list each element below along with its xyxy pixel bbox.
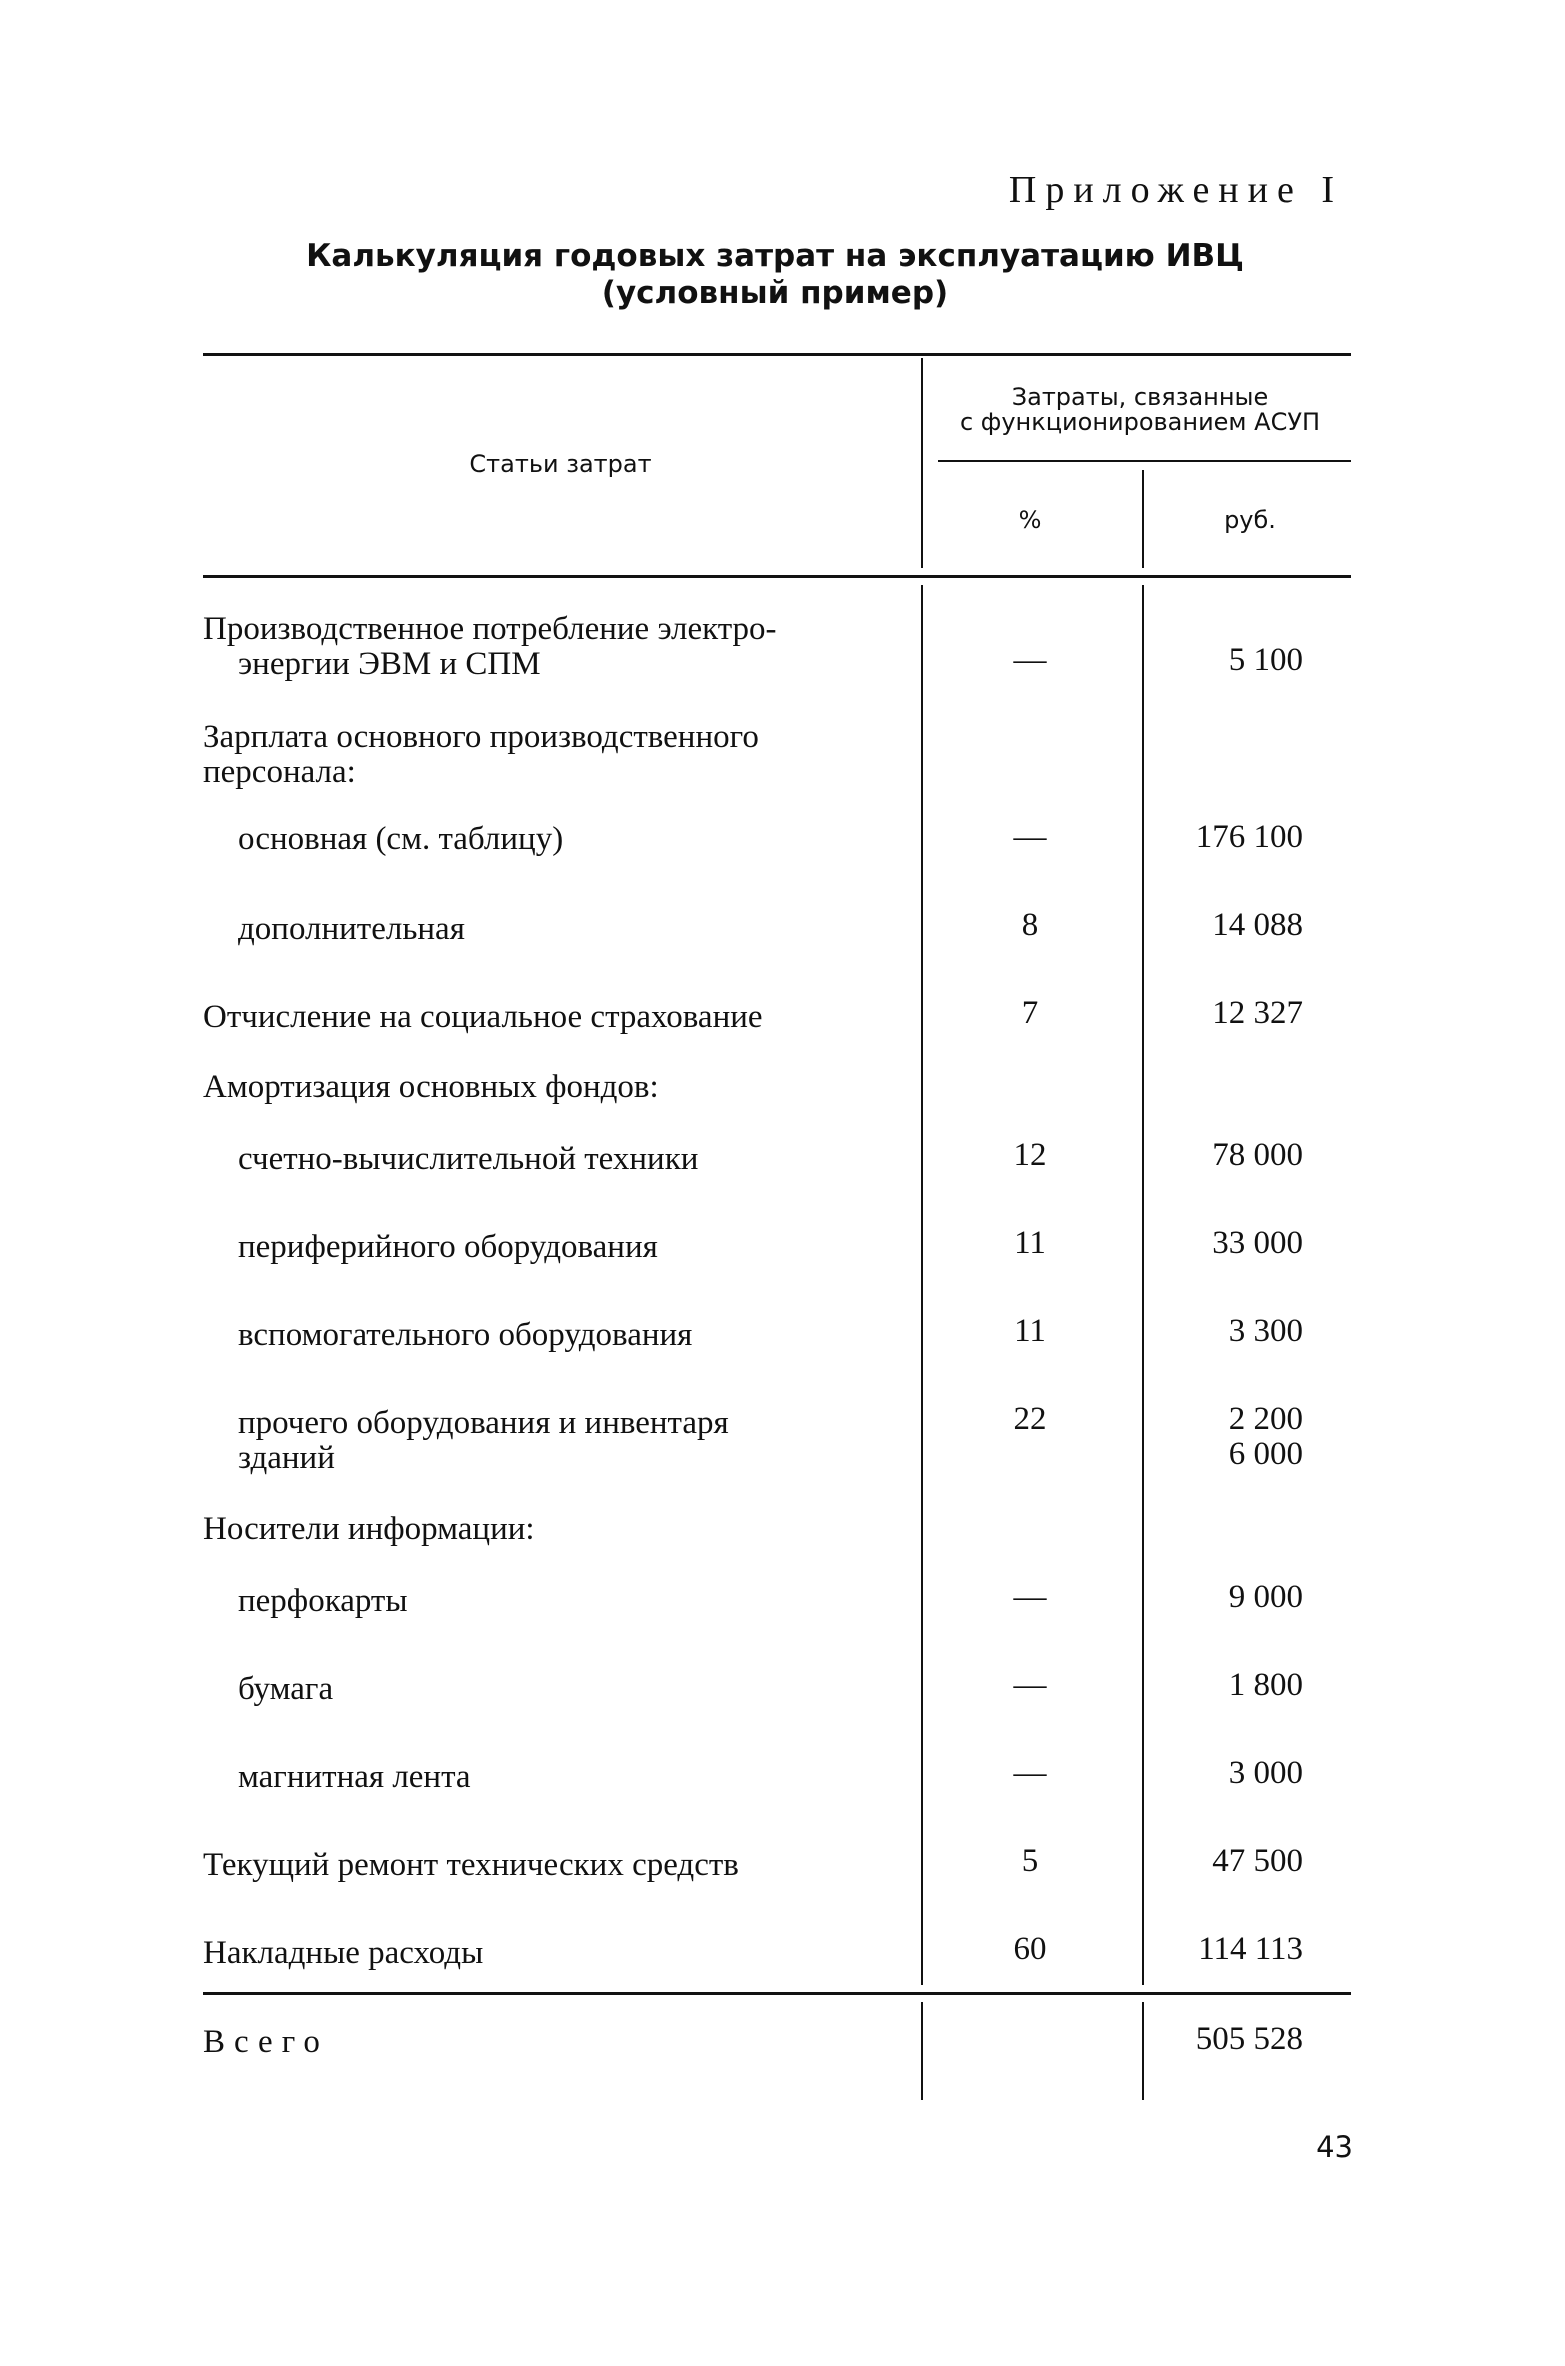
row-rub: 33 000 — [1212, 1225, 1303, 1261]
row-rub: 14 088 — [1212, 907, 1303, 943]
title-line-1: Калькуляция годовых затрат на эксплуатацию ИВЦ — [306, 238, 1244, 274]
row-label — [203, 720, 888, 755]
column-divider-2 — [1142, 470, 1144, 568]
table-title — [200, 238, 1350, 312]
row-rub: 78 000 — [1212, 1137, 1303, 1173]
row-rub: 47 500 — [1212, 1843, 1303, 1879]
total-rule — [203, 1992, 1351, 1995]
row-label: перфокарты — [238, 1583, 408, 1619]
column-divider-1-total — [921, 2002, 923, 2100]
row-rub: 6 000 — [1228, 1436, 1303, 1472]
row-pct: — — [1013, 642, 1047, 678]
row-label: основная (см. таблицу) — [238, 821, 564, 857]
row-rub: 1 800 — [1228, 1667, 1303, 1703]
row-label-line: прочего оборудования и инвентаря — [238, 1405, 729, 1441]
row-rub: 114 113 — [1198, 1931, 1303, 1967]
row-pct: — — [1013, 1667, 1047, 1703]
column-divider-1-body — [921, 585, 923, 1985]
row-label: Носители информации: — [203, 1511, 535, 1547]
row-label: Отчисление на социальное страхование — [203, 999, 763, 1035]
row-pct: 5 — [1021, 1843, 1039, 1879]
row-label: счетно-вычислительной техники — [238, 1141, 699, 1177]
row-label: Накладные расходы — [203, 1935, 484, 1971]
row-label: Амортизация основных фондов: — [203, 1069, 659, 1105]
header-rub: руб. — [1224, 506, 1276, 534]
appendix-label: Приложение I — [1008, 169, 1343, 211]
total-rub: 505 528 — [1195, 2021, 1303, 2057]
row-pct: 60 — [1013, 1931, 1047, 1967]
row-pct: 7 — [1021, 995, 1039, 1031]
row-label — [203, 612, 888, 647]
title-line-2: (условный пример) — [601, 275, 949, 311]
header-pct: % — [1018, 506, 1042, 534]
row-label: персонала: — [203, 754, 356, 790]
row-rub: 3 000 — [1228, 1755, 1303, 1791]
row-label: Текущий ремонт технических средств — [203, 1847, 739, 1883]
row-rub: 176 100 — [1195, 819, 1303, 855]
header-items: Статьи затрат — [469, 450, 652, 478]
row-pct: — — [1013, 1579, 1047, 1615]
row-label: зданий — [238, 1440, 335, 1476]
header-group-line-1: Затраты, связанные — [1011, 383, 1269, 411]
row-rub: 2 200 — [1228, 1401, 1303, 1437]
row-label: энергии ЭВМ и СПМ — [238, 646, 541, 682]
row-pct: 22 — [1013, 1401, 1047, 1437]
total-label: Всего — [203, 2024, 329, 2060]
row-rub: 9 000 — [1228, 1579, 1303, 1615]
row-pct: 11 — [1014, 1225, 1046, 1261]
row-rub: 5 100 — [1228, 642, 1303, 678]
row-label-line: Производственное потребление электро- — [203, 611, 777, 647]
row-label: магнитная лента — [238, 1759, 471, 1795]
row-label: бумага — [238, 1671, 334, 1707]
row-pct: 12 — [1013, 1137, 1047, 1173]
column-divider-1 — [921, 358, 923, 568]
row-rub: 3 300 — [1228, 1313, 1303, 1349]
page-number: 43 — [1316, 2130, 1353, 2164]
row-label-line: Зарплата основного производственного — [203, 719, 759, 755]
row-pct: — — [1013, 819, 1047, 855]
row-pct: 11 — [1014, 1313, 1046, 1349]
header-bottom-rule — [203, 575, 1351, 578]
row-label: вспомогательного оборудования — [238, 1317, 693, 1353]
row-label: дополнительная — [238, 911, 465, 947]
row-pct: — — [1013, 1755, 1047, 1791]
top-rule — [203, 353, 1351, 356]
group-header-rule — [938, 460, 1351, 462]
row-label — [238, 1406, 888, 1441]
row-rub: 12 327 — [1212, 995, 1303, 1031]
row-label: периферийного оборудования — [238, 1229, 658, 1265]
row-pct: 8 — [1021, 907, 1039, 943]
header-group-line-2: с функционированием АСУП — [959, 408, 1321, 436]
